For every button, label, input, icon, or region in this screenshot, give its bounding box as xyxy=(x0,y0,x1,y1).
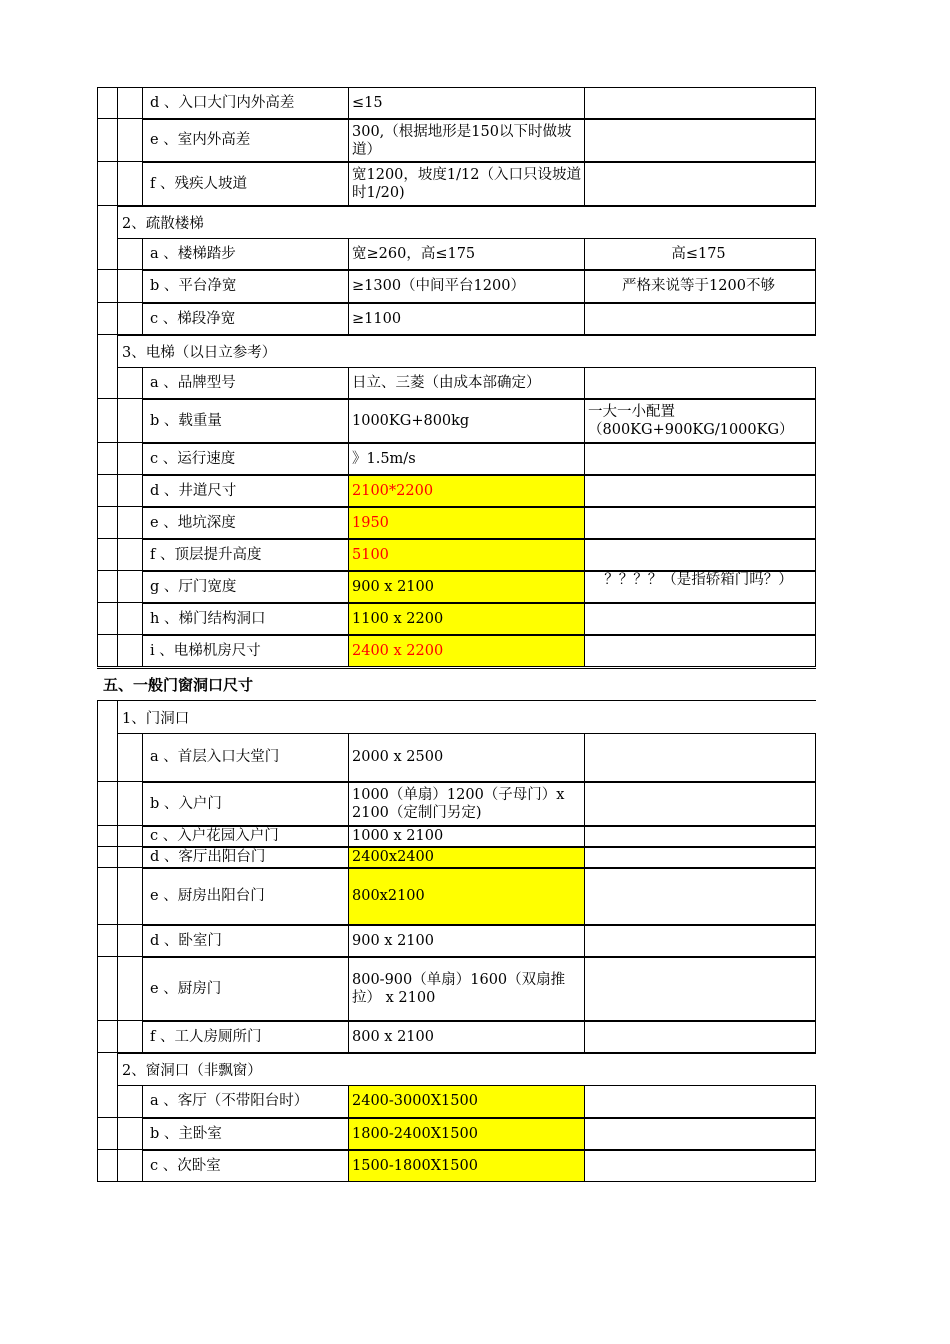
sub-index-cell xyxy=(118,119,143,162)
index-cell xyxy=(97,270,118,303)
index-cell xyxy=(97,238,118,270)
index-cell xyxy=(97,399,118,443)
note-cell xyxy=(585,87,816,119)
table-row xyxy=(97,1118,816,1150)
note-cell xyxy=(585,507,816,539)
sub-index-cell xyxy=(118,847,143,868)
sub-index-cell xyxy=(118,733,143,782)
table-row xyxy=(97,733,816,782)
item-cell: c 、梯段净宽 xyxy=(143,303,349,335)
value-cell: 宽≥260，高≤175 xyxy=(349,238,585,270)
table-row xyxy=(97,826,816,847)
item-cell: a 、首层入口大堂门 xyxy=(143,733,349,782)
sub-index-cell xyxy=(118,1021,143,1053)
note-cell xyxy=(585,868,816,925)
table-row xyxy=(97,571,816,603)
index-cell xyxy=(97,868,118,925)
note-cell xyxy=(585,303,816,335)
index-cell xyxy=(97,1150,118,1182)
index-cell xyxy=(97,635,118,667)
table-row xyxy=(97,1150,816,1182)
table-row xyxy=(97,1085,816,1118)
sub-index-cell xyxy=(118,1118,143,1150)
index-cell xyxy=(97,475,118,507)
item-cell: c 、运行速度 xyxy=(143,443,349,475)
sub-index-cell xyxy=(118,925,143,957)
table-row xyxy=(97,367,816,399)
sub-index-cell xyxy=(118,303,143,335)
table-row xyxy=(97,539,816,571)
sub-index-cell xyxy=(118,443,143,475)
item-cell: f 、残疾人坡道 xyxy=(143,162,349,206)
item-cell: i 、电梯机房尺寸 xyxy=(143,635,349,667)
note-cell xyxy=(585,367,816,399)
subsection-title: 3、电梯（以日立参考） xyxy=(118,335,816,367)
value-cell: 宽1200，坡度1/12（入口只设坡道时1/20) xyxy=(349,162,585,206)
value-cell: 800-900（单扇）1600（双扇推拉） x 2100 xyxy=(349,957,585,1021)
index-cell xyxy=(97,507,118,539)
value-cell: 900 x 2100 xyxy=(349,571,585,603)
value-cell: 》1.5m/s xyxy=(349,443,585,475)
note-cell xyxy=(585,733,816,782)
index-cell xyxy=(97,119,118,162)
item-cell: c 、入户花园入户门 xyxy=(143,826,349,847)
table-row xyxy=(97,868,816,925)
subsection-header xyxy=(97,335,816,367)
sub-index-cell xyxy=(118,571,143,603)
index-cell xyxy=(97,367,118,399)
sub-index-cell xyxy=(118,162,143,206)
item-cell: g 、厅门宽度 xyxy=(143,571,349,603)
index-cell xyxy=(97,571,118,603)
index-cell xyxy=(97,443,118,475)
table-row xyxy=(97,87,816,119)
subsection-title: 2、疏散楼梯 xyxy=(118,206,816,238)
sub-index-cell xyxy=(118,270,143,303)
value-cell: 1000 x 2100 xyxy=(349,826,585,847)
value-cell: 1500-1800X1500 xyxy=(349,1150,585,1182)
table-row xyxy=(97,925,816,957)
index-cell xyxy=(97,303,118,335)
subsection-header xyxy=(97,206,816,238)
table-row xyxy=(97,507,816,539)
value-cell: 1100 x 2200 xyxy=(349,603,585,635)
sub-index-cell xyxy=(118,826,143,847)
index-cell xyxy=(97,87,118,119)
table-row xyxy=(97,782,816,826)
item-cell: b 、入户门 xyxy=(143,782,349,826)
item-cell: h 、梯门结构洞口 xyxy=(143,603,349,635)
value-cell: 900 x 2100 xyxy=(349,925,585,957)
index-cell xyxy=(97,1053,118,1085)
section-title: 五、一般门窗洞口尺寸 xyxy=(97,668,816,701)
table-row xyxy=(97,119,816,162)
subsection-title: 2、窗洞口（非飘窗） xyxy=(118,1053,816,1085)
sub-index-cell xyxy=(118,957,143,1021)
table-row xyxy=(97,847,816,868)
item-cell: e 、地坑深度 xyxy=(143,507,349,539)
item-cell: a 、品牌型号 xyxy=(143,367,349,399)
value-cell: 1950 xyxy=(349,507,585,539)
sub-index-cell xyxy=(118,507,143,539)
table-row xyxy=(97,162,816,206)
note-cell xyxy=(585,1085,816,1118)
sub-index-cell xyxy=(118,868,143,925)
index-cell xyxy=(97,826,118,847)
sub-index-cell xyxy=(118,238,143,270)
value-cell: 2400 x 2200 xyxy=(349,635,585,667)
sub-index-cell xyxy=(118,367,143,399)
value-cell: 1000（单扇）1200（子母门）x 2100（定制门另定) xyxy=(349,782,585,826)
note-cell xyxy=(585,782,816,826)
subsection-title: 1、门洞口 xyxy=(122,710,190,727)
note-cell xyxy=(585,826,816,847)
index-cell xyxy=(97,701,118,733)
note-cell: ？？？？（是指轿箱门吗？） xyxy=(585,571,816,603)
item-cell: d 、客厅出阳台门 xyxy=(143,847,349,868)
note-cell xyxy=(585,847,816,868)
index-cell xyxy=(97,925,118,957)
item-cell: f 、工人房厕所门 xyxy=(143,1021,349,1053)
value-cell: 2400x2400 xyxy=(349,847,585,868)
value-cell: 2100*2200 xyxy=(349,475,585,507)
table-row xyxy=(97,303,816,335)
note-cell: 严格来说等于1200不够 xyxy=(585,270,816,303)
table-row xyxy=(97,443,816,475)
sub-index-cell xyxy=(118,603,143,635)
value-cell: ≥1300（中间平台1200） xyxy=(349,270,585,303)
item-cell: d 、井道尺寸 xyxy=(143,475,349,507)
index-cell xyxy=(97,957,118,1021)
value-cell: ≤15 xyxy=(349,87,585,119)
item-cell: b 、主卧室 xyxy=(143,1118,349,1150)
table-row xyxy=(97,475,816,507)
note-cell: 高≤175 xyxy=(585,238,816,270)
value-cell: 800x2100 xyxy=(349,868,585,925)
table-row xyxy=(97,1021,816,1053)
item-cell: e 、厨房门 xyxy=(143,957,349,1021)
table-row xyxy=(97,603,816,635)
index-cell xyxy=(97,335,118,367)
sub-index-cell xyxy=(118,399,143,443)
value-cell: 800 x 2100 xyxy=(349,1021,585,1053)
note-cell xyxy=(585,1021,816,1053)
note-cell xyxy=(585,119,816,162)
index-cell xyxy=(97,603,118,635)
table-row xyxy=(97,957,816,1021)
subsection-header xyxy=(97,1053,816,1085)
note-cell xyxy=(585,603,816,635)
sub-index-cell xyxy=(118,1150,143,1182)
index-cell xyxy=(97,782,118,826)
item-cell: e 、室内外高差 xyxy=(143,119,349,162)
item-cell: e 、厨房出阳台门 xyxy=(143,868,349,925)
index-cell xyxy=(97,206,118,238)
sub-index-cell xyxy=(118,635,143,667)
note-cell xyxy=(585,539,816,571)
index-cell xyxy=(97,1021,118,1053)
table-row xyxy=(97,399,816,443)
index-cell xyxy=(97,539,118,571)
value-cell: 1800-2400X1500 xyxy=(349,1118,585,1150)
table-row xyxy=(97,635,816,667)
item-cell: b 、载重量 xyxy=(143,399,349,443)
note-cell xyxy=(585,957,816,1021)
note-cell xyxy=(585,1118,816,1150)
sub-index-cell xyxy=(118,1085,143,1118)
note-cell xyxy=(585,162,816,206)
item-cell: d 、入口大门内外高差 xyxy=(143,87,349,119)
sub-index-cell xyxy=(118,782,143,826)
sub-index-cell xyxy=(118,539,143,571)
index-cell xyxy=(97,733,118,782)
index-cell xyxy=(97,162,118,206)
index-cell xyxy=(97,1118,118,1150)
item-cell: b 、平台净宽 xyxy=(143,270,349,303)
subsection-header xyxy=(97,701,816,733)
index-cell xyxy=(97,847,118,868)
value-cell: 日立、三菱（由成本部确定） xyxy=(349,367,585,399)
value-cell: ≥1100 xyxy=(349,303,585,335)
table-row xyxy=(97,238,816,270)
value-cell: 5100 xyxy=(349,539,585,571)
note-cell xyxy=(585,475,816,507)
note-cell xyxy=(585,635,816,667)
item-cell: c 、次卧室 xyxy=(143,1150,349,1182)
value-cell: 2000 x 2500 xyxy=(349,733,585,782)
item-cell: a 、客厅（不带阳台时） xyxy=(143,1085,349,1118)
value-cell: 300,（根据地形是150以下时做坡道） xyxy=(349,119,585,162)
item-cell: a 、楼梯踏步 xyxy=(143,238,349,270)
sub-index-cell xyxy=(118,87,143,119)
item-cell: f 、顶层提升高度 xyxy=(143,539,349,571)
note-cell: 一大一小配置（800KG+900KG/1000KG） xyxy=(585,399,816,443)
sub-index-cell xyxy=(118,475,143,507)
table-row xyxy=(97,270,816,303)
note-cell xyxy=(585,1150,816,1182)
value-cell: 1000KG+800kg xyxy=(349,399,585,443)
note-cell xyxy=(585,443,816,475)
index-cell xyxy=(97,1085,118,1118)
item-cell: d 、卧室门 xyxy=(143,925,349,957)
value-cell: 2400-3000X1500 xyxy=(349,1085,585,1118)
note-cell xyxy=(585,925,816,957)
